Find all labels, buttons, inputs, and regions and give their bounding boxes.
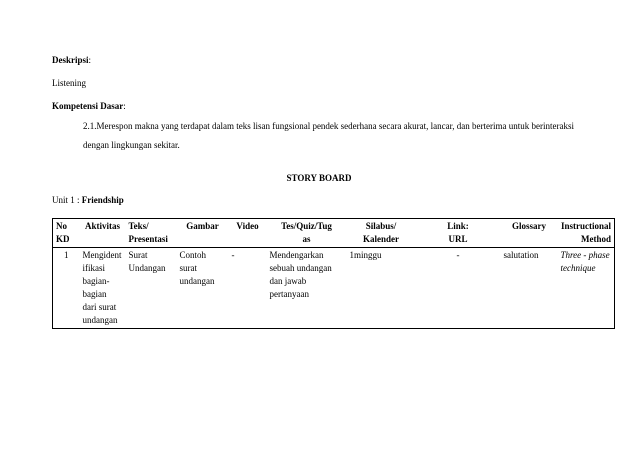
unit-line [52,195,124,206]
unit-name: Friendship [81,195,124,205]
cell-tes: Mendengarkan sebuah undangan dan jawab pertanyaan [269,250,332,299]
header-glossary: Glossary [511,221,546,231]
header-aktivitas: Aktivitas [84,221,120,231]
story-board-title: STORY BOARD [286,173,352,183]
kompetensi-line-1: 2.1.Merespon makna yang terdapat dalam teks lisan fungsional pendek sederhana secara akurat, lancar, dan berterima untuk berinteraksi [83,121,574,131]
deskripsi-colon: : [88,55,92,65]
deskripsi-heading [52,55,91,66]
cell-instructional: Three - phase technique [560,250,610,273]
cell-teks: Surat Undangan [128,250,166,273]
cell-silabus: 1minggu [349,250,382,260]
cell-link: - [456,250,460,260]
cell-video: - [231,250,235,260]
story-board-table [52,218,615,329]
header-silabus: Silabus/ Kalender [363,221,399,244]
unit-prefix: Unit 1 : [52,195,82,205]
header-teks: Teks/ Presentasi [128,221,168,244]
cell-aktivitas: Mengident ifikasi bagian-bagian dari surat undangan [82,250,122,325]
header-no: No KD [56,221,70,244]
header-tes: Tes/Quiz/Tug as [281,221,332,244]
kompetensi-line-2: dengan lingkungan sekitar. [83,140,180,150]
cell-no: 1 [64,250,69,260]
kompetensi-heading [52,101,126,112]
header-gambar: Gambar [186,221,219,231]
kompetensi-text [83,117,583,155]
deskripsi-value: Listening [52,78,86,88]
deskripsi-label: Deskripsi [52,55,89,65]
cell-glossary: salutation [503,250,539,260]
header-video: Video [236,221,259,231]
header-link: Link: URL [447,221,469,244]
header-instructional: Instructional Method [560,221,611,244]
kompetensi-label: Kompetensi Dasar [52,101,124,111]
cell-gambar: Contoh surat undangan [179,250,215,286]
table-header-row [53,219,615,248]
table-row [53,248,615,329]
kompetensi-colon: : [123,101,126,111]
